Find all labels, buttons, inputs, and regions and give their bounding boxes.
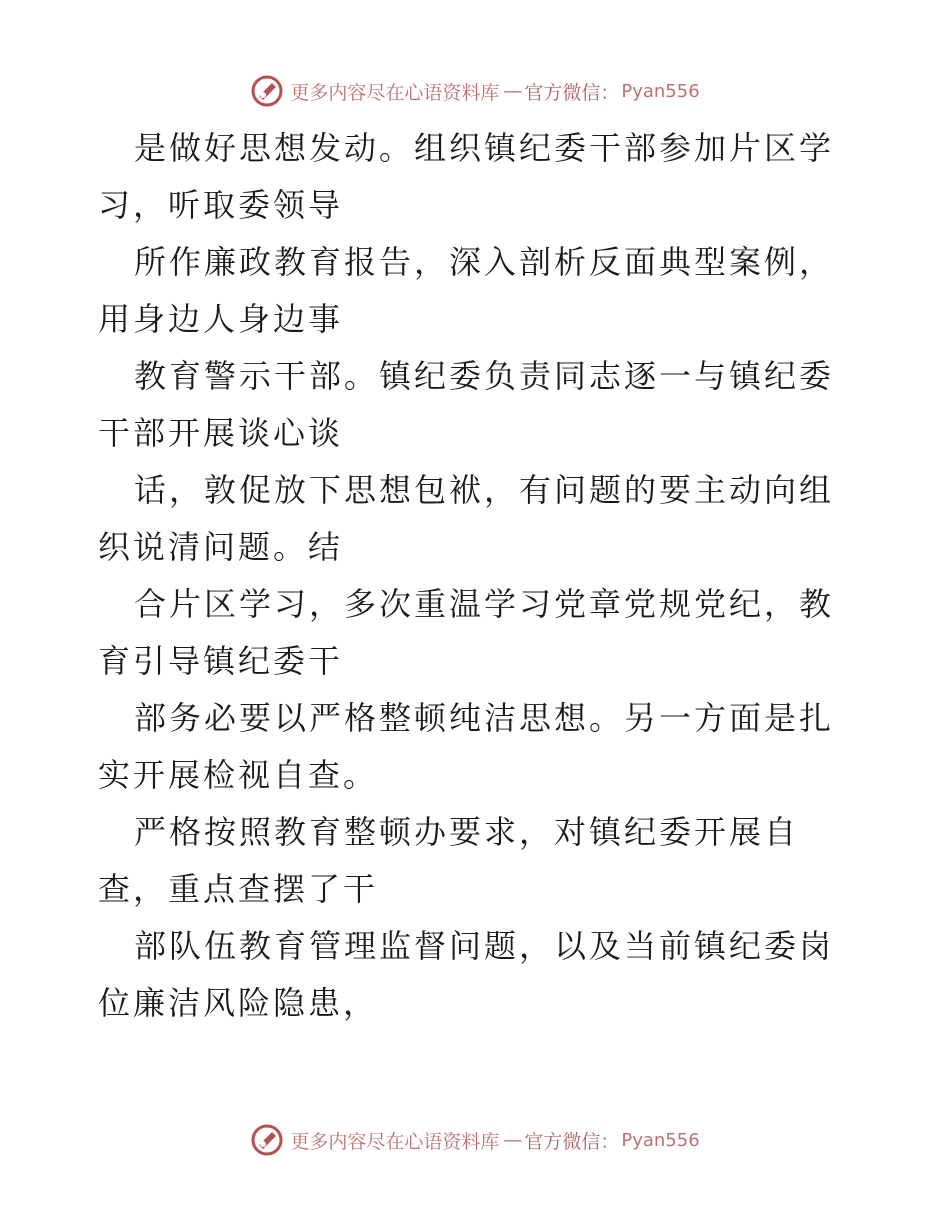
watermark-site-text: 更多内容尽在心语资料库 — [290, 81, 500, 104]
brand-logo-icon — [250, 74, 284, 108]
paragraph: 话，敦促放下思想包袱，有问题的要主动向组织说清问题。结 — [98, 471, 835, 566]
watermark-dash: — — [503, 1129, 521, 1151]
watermark-wechat-label: 官方微信： — [524, 1130, 620, 1153]
watermark-wechat-label: 官方微信： — [524, 81, 620, 104]
header-watermark — [0, 71, 950, 111]
footer-watermark — [0, 1120, 950, 1160]
paragraph: 合片区学习，多次重温学习党章党规党纪，教育引导镇纪委干 — [98, 585, 835, 680]
paragraph: 教育警示干部。镇纪委负责同志逐一与镇纪委干部开展谈心谈 — [98, 357, 835, 452]
paragraph: 部务必要以严格整顿纯洁思想。另一方面是扎实开展检视自查。 — [98, 699, 835, 794]
paragraph: 是做好思想发动。组织镇纪委干部参加片区学习，听取委领导 — [98, 129, 835, 224]
watermark-site-text: 更多内容尽在心语资料库 — [290, 1130, 500, 1153]
document-body — [98, 120, 858, 1032]
watermark-wechat-id: Pyan556 — [621, 80, 700, 102]
watermark-dash: — — [503, 80, 521, 102]
paragraph: 严格按照教育整顿办要求，对镇纪委开展自查，重点查摆了干 — [98, 813, 800, 908]
watermark-wechat-id: Pyan556 — [621, 1129, 700, 1151]
paragraph: 部队伍教育管理监督问题，以及当前镇纪委岗位廉洁风险隐患， — [98, 927, 835, 1022]
brand-logo-icon — [250, 1123, 284, 1157]
paragraph: 所作廉政教育报告，深入剖析反面典型案例，用身边人身边事 — [98, 243, 835, 338]
